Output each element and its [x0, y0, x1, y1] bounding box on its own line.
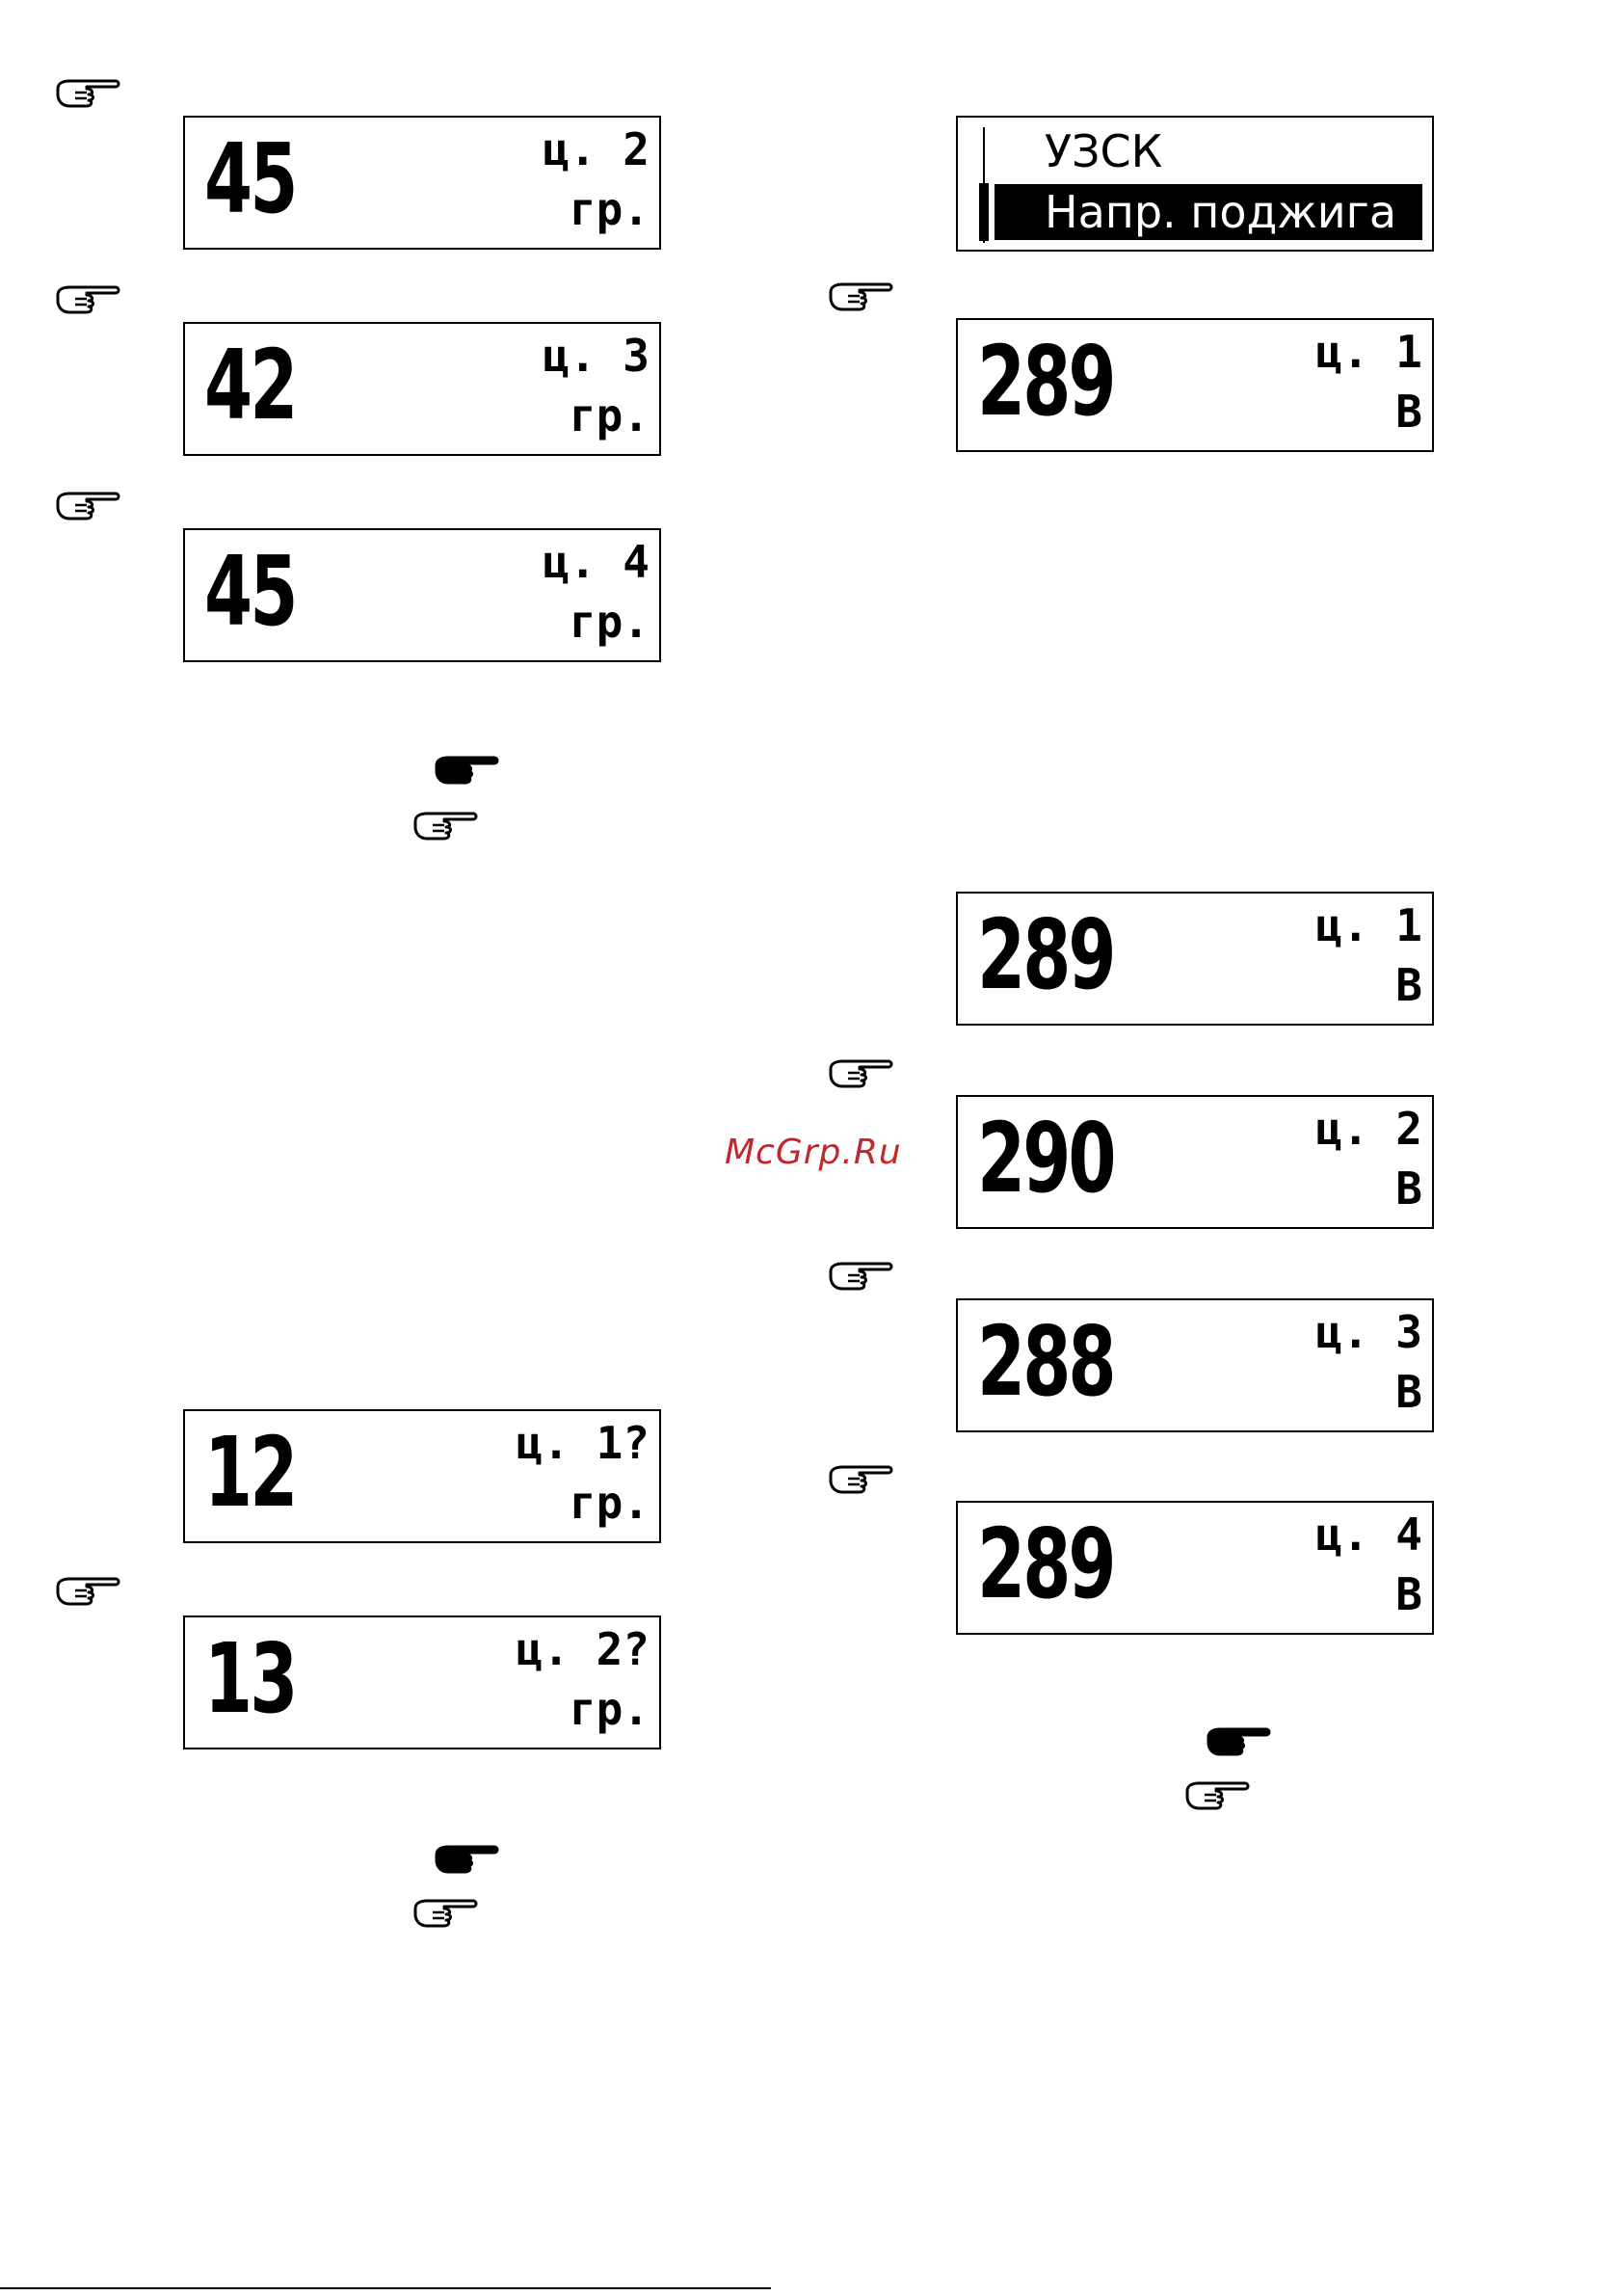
lcd-display [956, 1298, 1434, 1432]
display-value: 12 [204, 1416, 296, 1529]
unit-label: гр. [569, 596, 650, 648]
lcd-display [183, 116, 661, 250]
pointing-hand-filled-icon [433, 752, 502, 788]
pointing-hand-filled-icon [1205, 1723, 1274, 1760]
pointing-hand-outline-icon [1183, 1777, 1253, 1814]
pointing-hand-outline-icon [54, 281, 123, 318]
pointing-hand-outline-icon [54, 75, 123, 112]
pointing-hand-outline-icon [54, 488, 123, 524]
display-value: 45 [204, 122, 296, 235]
pointing-hand-outline-icon [827, 1461, 896, 1498]
pointing-hand-outline-icon [827, 279, 896, 315]
display-value: 288 [977, 1305, 1114, 1418]
pointing-hand-outline-icon [411, 808, 481, 844]
menu-item-uzsk: УЗСК [1045, 125, 1163, 177]
footer-rule [0, 2287, 771, 2289]
unit-label: гр. [569, 183, 650, 235]
display-value: 289 [977, 1508, 1114, 1620]
display-value: 290 [977, 1102, 1114, 1215]
cylinder-label: ц. 3 [1315, 1306, 1422, 1358]
pointing-hand-outline-icon [827, 1258, 896, 1295]
cylinder-label: ц. 1? [516, 1417, 650, 1469]
display-value: 13 [204, 1622, 296, 1735]
pointing-hand-outline-icon [827, 1055, 896, 1092]
menu-item-ignition-voltage-selected: Напр. поджига [995, 184, 1422, 240]
pointing-hand-outline-icon [54, 1573, 123, 1610]
unit-label: В [1395, 1568, 1422, 1620]
lcd-display [183, 1409, 661, 1543]
cylinder-label: ц. 4 [1315, 1508, 1422, 1561]
unit-label: В [1395, 1366, 1422, 1418]
watermark: McGrp.Ru [725, 1133, 902, 1172]
unit-label: гр. [569, 1683, 650, 1735]
cylinder-label: ц. 1 [1315, 899, 1422, 951]
display-value: 45 [204, 535, 296, 648]
pointing-hand-filled-icon [433, 1841, 502, 1878]
unit-label: В [1395, 1162, 1422, 1215]
display-value: 289 [977, 898, 1114, 1011]
scrollbar-thumb [979, 183, 989, 241]
cylinder-label: ц. 3 [543, 330, 650, 382]
cylinder-label: ц. 2 [1315, 1103, 1422, 1155]
cylinder-label: ц. 4 [543, 536, 650, 588]
cylinder-label: ц. 2? [516, 1623, 650, 1675]
display-value: 42 [204, 329, 296, 441]
lcd-display [183, 322, 661, 456]
menu-display [956, 116, 1434, 252]
unit-label: В [1395, 959, 1422, 1011]
lcd-display [183, 528, 661, 662]
display-value: 289 [977, 325, 1114, 438]
lcd-display [956, 1095, 1434, 1229]
unit-label: гр. [569, 1477, 650, 1529]
pointing-hand-outline-icon [411, 1895, 481, 1932]
unit-label: гр. [569, 389, 650, 441]
lcd-display [956, 1501, 1434, 1635]
lcd-display [956, 892, 1434, 1026]
cylinder-label: ц. 1 [1315, 326, 1422, 378]
lcd-display [956, 318, 1434, 452]
cylinder-label: ц. 2 [543, 123, 650, 175]
unit-label: В [1395, 386, 1422, 438]
lcd-display [183, 1615, 661, 1749]
